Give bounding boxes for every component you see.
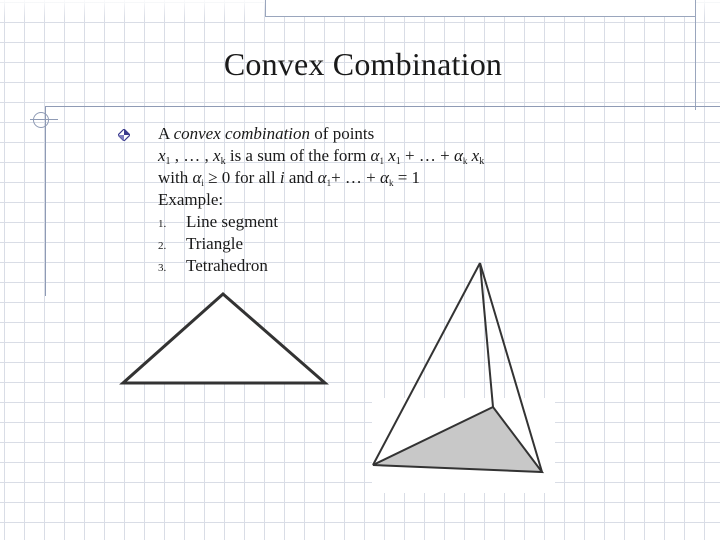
body-text: with [158, 168, 193, 187]
triangle-figure [118, 288, 333, 388]
math-subscript: k [479, 156, 485, 167]
math-subscript: k [388, 178, 394, 188]
title-underline [45, 106, 720, 107]
math-symbol: x [467, 146, 480, 165]
body-text: + … + [400, 146, 454, 165]
example-item-2 [158, 233, 678, 255]
math-subscript: k [220, 156, 226, 167]
emphasis-term: convex combination [173, 124, 311, 143]
math-subscript: 1 [379, 156, 384, 166]
body-text: and [284, 168, 318, 187]
example-label-text: Tetrahedron [186, 256, 268, 275]
math-symbol: x [158, 146, 166, 165]
top-decor-box [265, 0, 696, 17]
body-line-1 [158, 123, 678, 145]
math-symbol: x [213, 146, 221, 165]
math-symbol: α [453, 146, 463, 165]
body-text: of points [310, 124, 375, 143]
math-symbol: α [370, 146, 380, 165]
body-text: is a sum of the form [225, 146, 371, 165]
math-symbol: α [317, 168, 327, 187]
example-item-1 [158, 211, 678, 233]
body-text: + … + [331, 168, 380, 187]
body-text: = 1 [393, 168, 421, 187]
example-label: Example: [158, 190, 224, 209]
math-symbol: α [192, 168, 202, 187]
math-subscript: 1 [326, 178, 332, 188]
example-number: 3. [158, 262, 167, 274]
math-symbol: x [383, 146, 396, 165]
body-text: A [158, 124, 174, 143]
corner-circle-ornament [33, 112, 49, 128]
body-text: , … , [170, 146, 214, 165]
body-text: ≥ 0 for all [203, 168, 280, 187]
math-subscript: k [462, 156, 468, 166]
triangle-shape [123, 294, 325, 383]
example-label-text: Line segment [186, 212, 279, 231]
example-number: 2. [158, 240, 167, 252]
example-number: 1. [158, 218, 167, 230]
example-label-text: Triangle [186, 234, 243, 253]
slide-title: Convex Combination [223, 46, 503, 82]
math-subscript: i [201, 178, 204, 188]
math-subscript: 1 [395, 156, 401, 167]
diamond-bullet-icon [118, 129, 130, 141]
left-vertical-rule [45, 106, 46, 296]
math-symbol: α [380, 168, 389, 187]
slide-body [158, 123, 678, 277]
tetrahedron-figure [360, 255, 560, 480]
body-line-3 [158, 167, 678, 189]
math-subscript: 1 [165, 156, 171, 167]
body-line-2 [158, 145, 678, 167]
math-symbol: i [279, 168, 285, 187]
